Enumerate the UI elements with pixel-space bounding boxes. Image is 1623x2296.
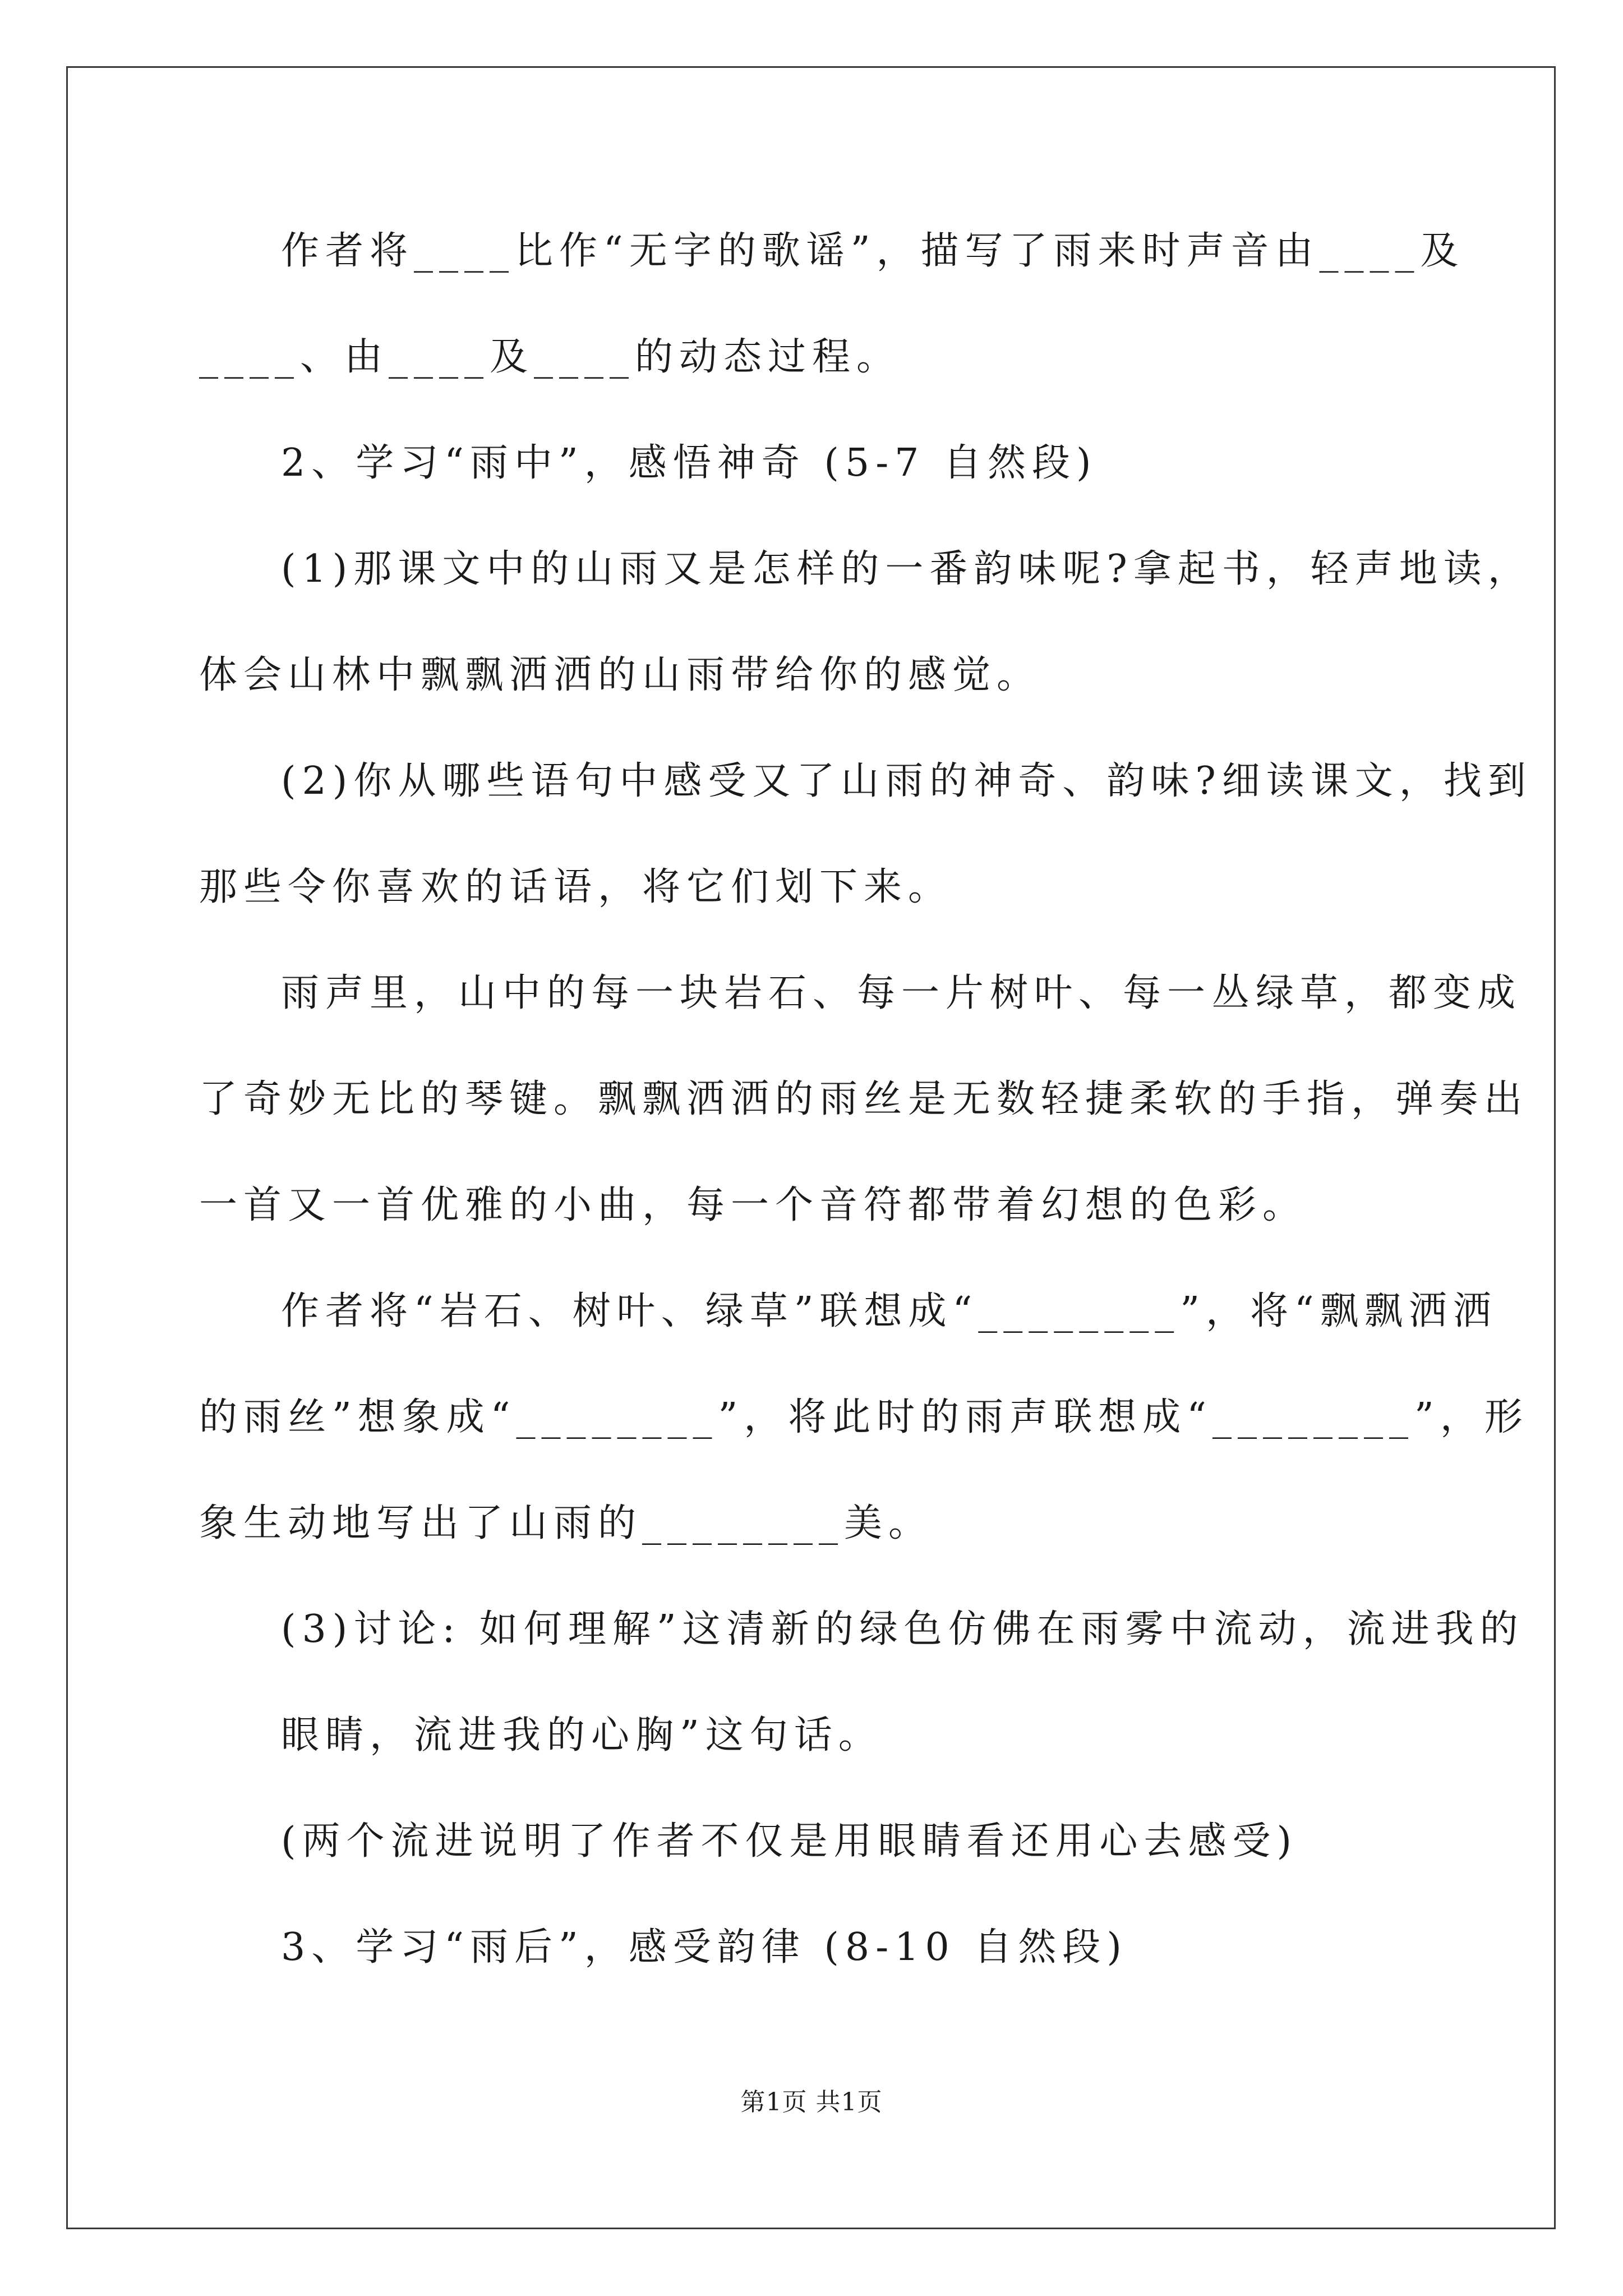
text-line: (1)那课文中的山雨又是怎样的一番韵味呢?拿起书，轻声地读， [281, 547, 1532, 591]
text-line: 一首又一首优雅的小曲，每一个音符都带着幻想的色彩。 [199, 1183, 1307, 1227]
text-line: 2、学习“雨中”，感悟神奇 (5-7 自然段) [281, 441, 1098, 485]
page-border [66, 66, 1556, 2229]
text-line: ____、由____及____的动态过程。 [199, 335, 901, 379]
text-line: 3、学习“雨后”，感受韵律 (8-10 自然段) [281, 1925, 1128, 1970]
text-line: 的雨丝”想象成“________”，将此时的雨声联想成“________”，形 [199, 1395, 1529, 1439]
text-line: 那些令你喜欢的话语，将它们划下来。 [199, 865, 953, 909]
text-line: 作者将“岩石、树叶、绿草”联想成“________”，将“飘飘洒洒 [281, 1289, 1497, 1333]
text-line: 象生动地写出了山雨的________美。 [199, 1501, 933, 1545]
text-line: (3)讨论: 如何理解”这清新的绿色仿佛在雨雾中流动，流进我的 [281, 1607, 1524, 1651]
text-line: (两个流进说明了作者不仅是用眼睛看还用心去感受) [281, 1819, 1298, 1864]
text-line: 体会山林中飘飘洒洒的山雨带给你的感觉。 [199, 653, 1041, 697]
text-line: (2)你从哪些语句中感受又了山雨的神奇、韵味?细读课文，找到 [281, 759, 1532, 803]
text-line: 了奇妙无比的琴键。飘飘洒洒的雨丝是无数轻捷柔软的手指，弹奏出 [199, 1077, 1529, 1121]
text-line: 眼睛，流进我的心胸”这句话。 [281, 1713, 883, 1757]
text-line: 作者将____比作“无字的歌谣”，描写了雨来时声音由____及 [281, 229, 1465, 273]
page-number-footer: 第1页 共1页 [740, 2088, 883, 2116]
text-line: 雨声里，山中的每一块岩石、每一片树叶、每一丛绿草，都变成 [281, 971, 1522, 1015]
